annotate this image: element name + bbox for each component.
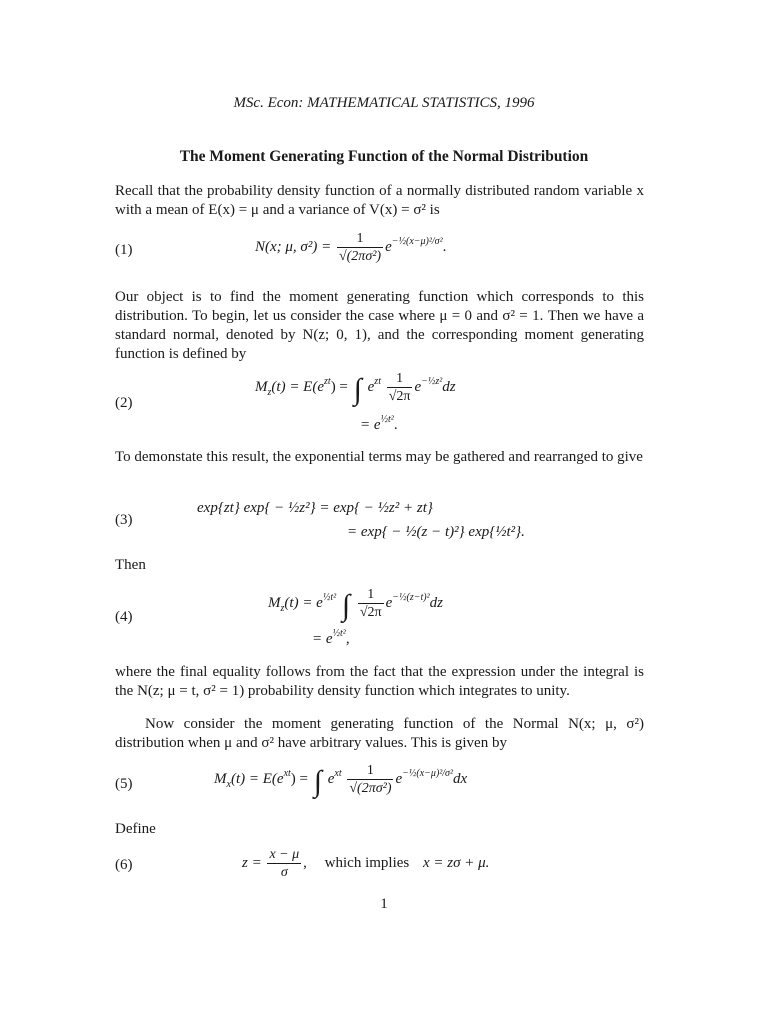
eq4-exp-base: e: [385, 594, 393, 611]
eq1-base: e: [385, 238, 392, 255]
paragraph-object: Our object is to find the moment generating function which corresponds to this distribution. To begin, let us consider the case where μ = 0 and σ² = 1. Then we have a standard normal, denoted by N(z; 0, 1), and the corresponding moment generating function is defined by: [115, 289, 644, 362]
equation-5: [214, 762, 467, 797]
eq5-integral-sign: ∫: [313, 764, 322, 798]
equation-4-line-2: [312, 628, 350, 648]
equation-number-2: (2): [115, 395, 133, 411]
eq5-fraction: [347, 762, 393, 797]
eq4-exp-sup: −½(z−t)²: [392, 591, 430, 603]
eq4-lhs-sup: ½t²: [322, 591, 337, 603]
equation-number-5: (5): [115, 776, 133, 792]
eq6-rhs: x = zσ + μ.: [423, 854, 490, 871]
eq5-lhs-rest2: ) =: [290, 770, 308, 787]
eq2-sub: z: [267, 386, 272, 398]
equation-4-line-1: [268, 586, 443, 621]
eq5-M: M: [214, 770, 227, 787]
eq4-line2-sup: ½t²: [332, 628, 346, 639]
eq1-exponent: −½(x−μ)²/σ²: [391, 235, 443, 247]
eq4-line2-tail: ,: [345, 631, 350, 647]
eq2-fraction: [387, 370, 413, 405]
eq5-lhs-sup: xt: [283, 767, 291, 779]
eq5-exp-sup: −½(x−μ)²/σ²: [402, 767, 453, 779]
eq1-frac-den: √(2πσ²): [338, 249, 382, 264]
eq5-frac-den: √(2πσ²): [349, 781, 392, 796]
eq5-exp-base: e: [395, 770, 403, 787]
paragraph-demonstrate: To demonstate this result, the exponential terms may be gathered and rearranged to give: [115, 449, 643, 465]
eq4-fraction: [358, 586, 384, 621]
eq4-frac-num: 1: [367, 587, 375, 602]
eq2-e: e: [367, 378, 375, 395]
eq1-tail: .: [442, 238, 447, 255]
equation-number-3: (3): [115, 512, 133, 528]
eq5-e-sup: xt: [334, 767, 342, 779]
eq4-M: M: [268, 594, 281, 611]
paragraph-intro: Recall that the probability density function of a normally distributed random variable x with a mean of E(x) = μ and a variance of V(x) = σ² is: [115, 183, 644, 218]
eq4-integral-sign: ∫: [341, 588, 351, 622]
eq2-frac-den: √2π: [388, 389, 411, 404]
eq2-line2-sup: ½t²: [380, 414, 394, 425]
eq4-line2: = e: [312, 631, 333, 647]
eq2-integral-sign: ∫: [353, 372, 362, 406]
eq6-frac-num: x − μ: [269, 847, 300, 862]
eq4-dz: dz: [429, 594, 443, 611]
eq2-mid: (t) = E(e: [271, 378, 325, 395]
equation-1: [255, 230, 446, 265]
section-title: The Moment Generating Function of the Normal Distribution: [179, 148, 589, 165]
eq2-mid2: ) =: [330, 378, 348, 395]
eq4-frac-den: √2π: [359, 605, 382, 620]
eq6-fraction: [267, 846, 301, 881]
equation-number-6: (6): [115, 857, 133, 873]
paragraph-final-equality: where the final equality follows from the fact that the expression under the integral is the N(z; μ = t, σ² = 1) probability density function which integrates to unity.: [115, 664, 644, 699]
eq2-dz: dz: [442, 378, 456, 395]
paragraph-then: Then: [115, 557, 146, 573]
eq2-exp-sup: −½z²: [421, 375, 443, 387]
eq6-comma: ,: [303, 854, 307, 871]
eq2-mid-sup: zt: [324, 375, 331, 387]
eq6-frac-den: σ: [267, 863, 301, 881]
eq6-lhs: z =: [242, 854, 262, 871]
eq2-line2: = e: [360, 417, 381, 433]
eq1-fraction: [337, 230, 383, 265]
eq2-e-sup: zt: [374, 375, 381, 387]
equation-3-line-1: exp{zt} exp{ − ½z²} = exp{ − ½z² + zt}: [197, 500, 433, 516]
eq2-frac-num: 1: [396, 371, 404, 386]
eq2-line2-tail: .: [393, 417, 398, 433]
eq5-sub: x: [226, 778, 231, 790]
equation-number-4: (4): [115, 609, 133, 625]
eq5-lhs-rest: (t) = E(e: [230, 770, 284, 787]
equation-2-line-2: [360, 414, 398, 434]
paragraph-arbitrary: Now consider the moment generating function of the Normal N(x; μ, σ²) distribution when μ and σ² have arbitrary values. This is given by: [115, 716, 644, 751]
eq6-implies: which implies: [324, 854, 410, 871]
eq4-sub: z: [280, 602, 285, 614]
eq5-frac-num: 1: [366, 763, 374, 778]
eq1-frac-num: 1: [356, 231, 364, 246]
running-header: MSc. Econ: MATHEMATICAL STATISTICS, 1996: [233, 95, 535, 111]
equation-number-1: (1): [115, 242, 133, 258]
eq2-M: M: [255, 378, 268, 395]
eq5-e: e: [327, 770, 335, 787]
equation-2-line-1: [255, 370, 456, 405]
equation-6: [242, 846, 489, 881]
eq5-dx: dx: [452, 770, 468, 787]
eq2-exp-base: e: [414, 378, 422, 395]
eq1-lhs: N(x; μ, σ²) =: [255, 238, 332, 255]
page-number: 1: [380, 896, 388, 912]
paragraph-define: Define: [115, 821, 156, 837]
equation-3-line-2: = exp{ − ½(z − t)²} exp{½t²}.: [347, 524, 525, 540]
eq4-lhs-rest: (t) = e: [284, 594, 323, 611]
